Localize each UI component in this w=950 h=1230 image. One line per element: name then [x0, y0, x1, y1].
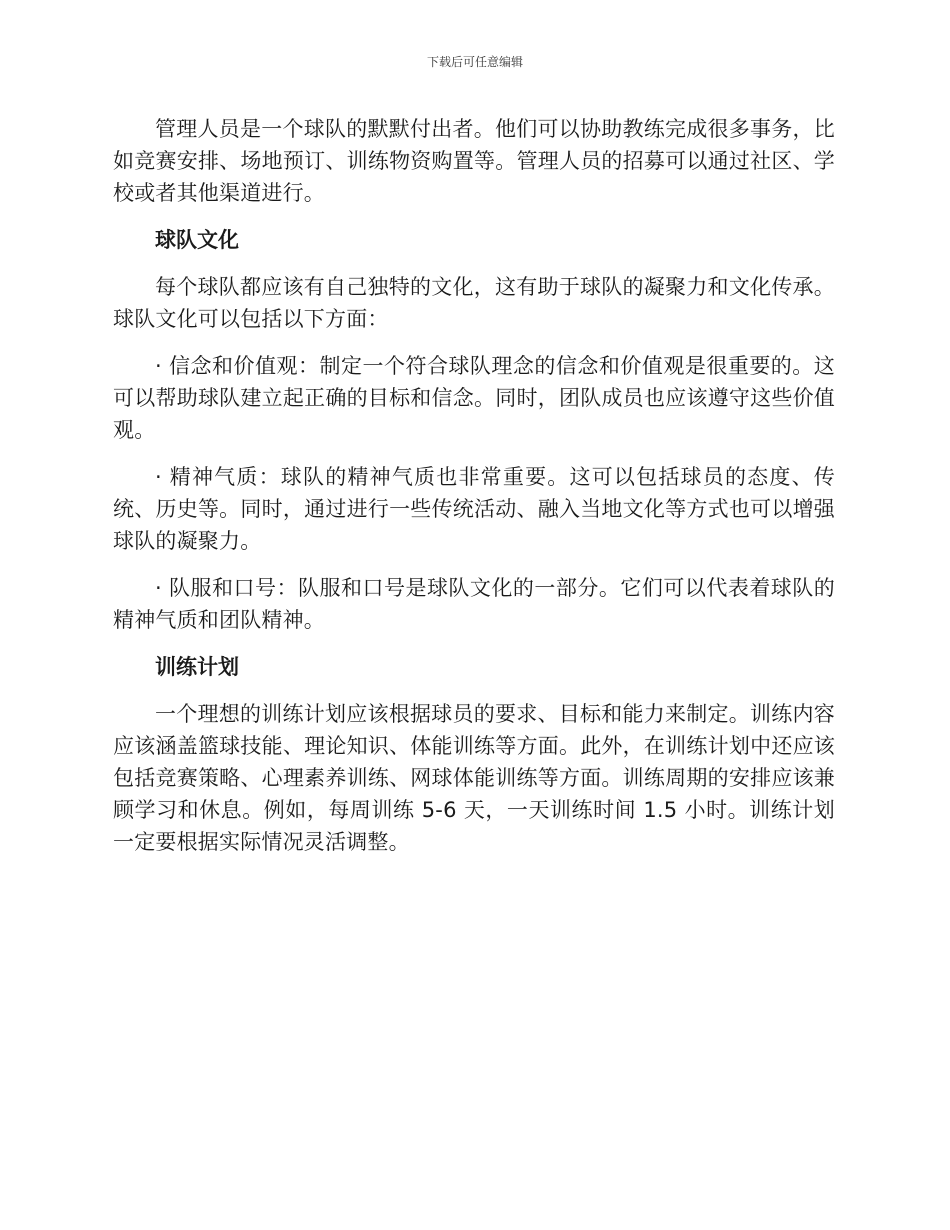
paragraph-training-plan: 一个理想的训练计划应该根据球员的要求、目标和能力来制定。训练内容应该涵盖篮球技能、理论知识、体能训练等方面。此外，在训练计划中还应该包括竞赛策略、心理素养训练、网球体能训练等方面。训练周期的安排应该兼顾学习和休息。例如，每周训练 5-6 天，一天训练时间 1.5 小时。训练计划一定要根据实际情况灵活调整。 [113, 702, 835, 854]
bullet-uniform-slogan: · 队服和口号：队服和口号是球队文化的一部分。它们可以代表着球队的精神气质和团队精神。 [113, 576, 835, 632]
paragraph-team-culture-intro: 每个球队都应该有自己独特的文化，这有助于球队的凝聚力和文化传承。球队文化可以包括以下方面： [113, 275, 835, 331]
bullet-team-spirit: · 精神气质：球队的精神气质也非常重要。这可以包括球员的态度、传统、历史等。同时，通过进行一些传统活动、融入当地文化等方式也可以增强球队的凝聚力。 [113, 465, 835, 553]
document-body [113, 113, 835, 873]
page-header-note: 下载后可任意编辑 [426, 55, 523, 69]
paragraph-management-staff: 管理人员是一个球队的默默付出者。他们可以协助教练完成很多事务，比如竞赛安排、场地预订、训练物资购置等。管理人员的招募可以通过社区、学校或者其他渠道进行。 [113, 117, 835, 205]
section-heading-team-culture: 球队文化 [155, 228, 239, 252]
section-heading-training-plan: 训练计划 [155, 655, 239, 679]
bullet-beliefs-values: · 信念和价值观：制定一个符合球队理念的信念和价值观是很重要的。这可以帮助球队建立起正确的目标和信念。同时，团队成员也应该遵守这些价值观。 [113, 354, 835, 442]
